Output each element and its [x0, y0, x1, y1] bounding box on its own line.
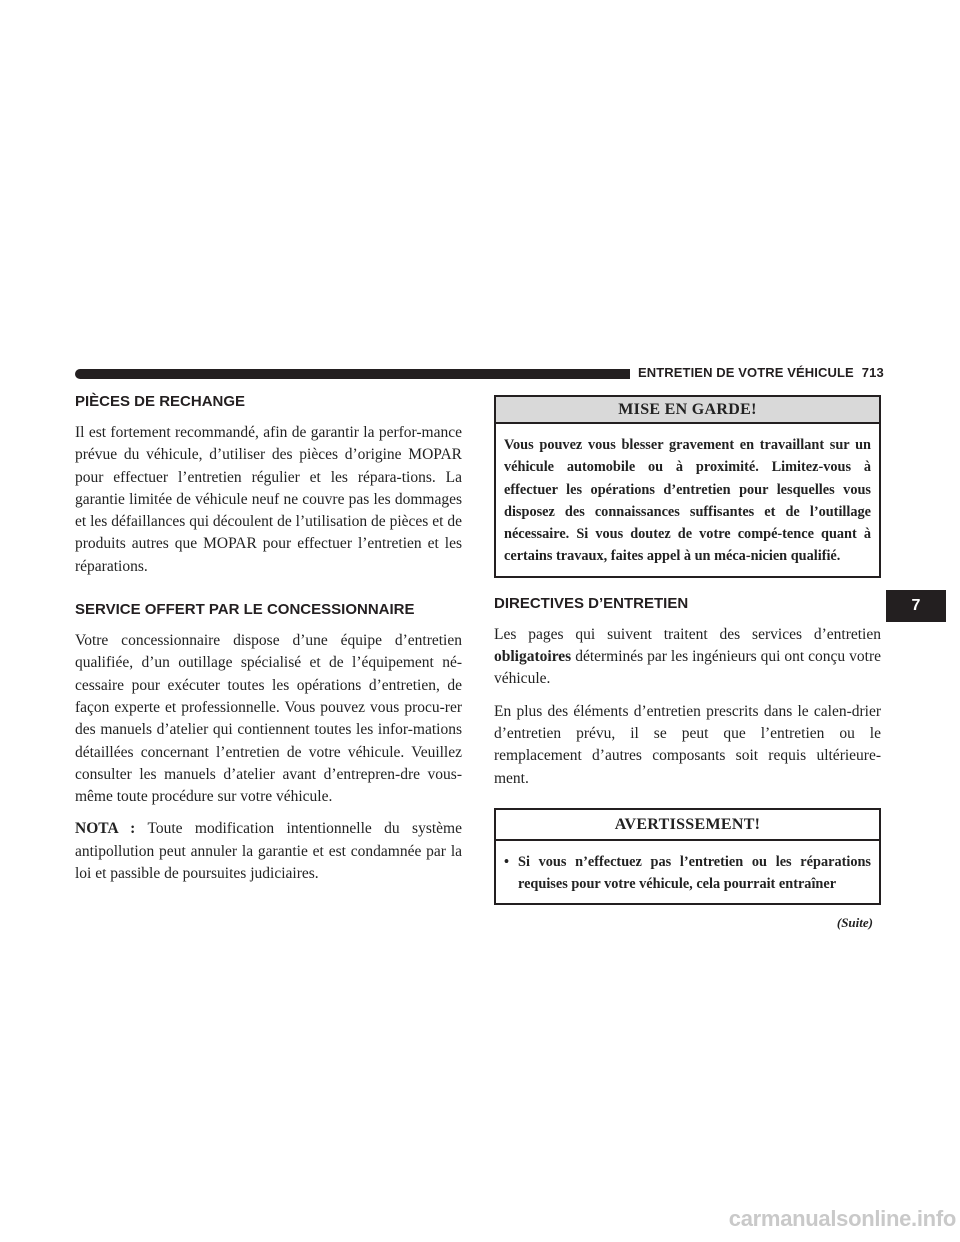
paragraph-pieces-de-rechange: Il est fortement recommandé, afin de garantir la perfor-mance prévue du véhicule, d’utiliser des pièces d’origine MOPAR pour effectuer l’entretien régulier et les répara-tions. La garantie limitée de véhicule neuf ne couvre pas les dommages et les défaillances qui découlent de l’utilisation de pièces et de produits autres que MOPAR pour effectuer l’entretien et les réparations. [75, 424, 462, 575]
chapter-tab: 7 [886, 590, 946, 622]
paragraph-directives-1-start: Les pages qui suivent traitent des services d’entretien [494, 625, 881, 643]
warning-bullet-text: Si vous n’effectuez pas l’entretien ou les réparations requises pour votre véhicule, cela pourrait entraîner [518, 853, 871, 893]
warning-title: AVERTISSEMENT! [496, 810, 879, 841]
heading-service-concessionnaire: SERVICE OFFERT PAR LE CONCESSIONNAIRE [75, 601, 415, 619]
note-label: NOTA : [75, 820, 136, 838]
caution-title: MISE EN GARDE! [496, 397, 879, 424]
page-number: 713 [861, 365, 884, 380]
watermark: carmanualsonline.info [728, 1206, 956, 1231]
caution-text: Vous pouvez vous blesser gravement en travaillant sur un véhicule automobile ou à proximité. Limitez-vous à effectuer les opérations d’entretien pour lesquelles vous disposez des connaissances suffisantes et de l’outillage nécessaire. Si vous doutez de votre compé-tence quant à certains travaux, faites appel à un méca-nicien qualifié. [504, 437, 871, 565]
header-section-title: ENTRETIEN DE VOTRE VÉHICULE [638, 365, 854, 380]
paragraph-directives-1-end: déterminés par les ingénieurs qui ont conçu votre véhicule. [494, 648, 882, 688]
continued-label: (Suite) [836, 915, 873, 931]
paragraph-directives-2: En plus des éléments d’entretien prescrits dans le calen-drier d’entretien prévu, il se peut que l’entretien ou le remplacement d’autres composants soit requis ultérieure-ment. [494, 702, 881, 787]
right-column [494, 395, 881, 931]
paragraph-service-concessionnaire: Votre concessionnaire dispose d’une équipe d’entretien qualifiée, d’un outillage spécialisé et de l’équipement né-cessaire pour exécuter toutes les opérations d’entretien, de façon experte et professionnelle. Vous pouvez vous procu-rer des manuels d’atelier qui contiennent toutes les infor-mations détaillées concernant l’entretien de votre véhicule. Veuillez consulter les manuels d’atelier avant d’entrepren-dre vous-même toute procédure sur votre véhicule. [75, 632, 462, 806]
bullet-icon: • [504, 853, 510, 870]
running-header [638, 365, 884, 380]
warning-bullet-item [496, 841, 879, 904]
paragraph-directives-1 [494, 624, 881, 691]
heading-directives-entretien: DIRECTIVES D’ENTRETIEN [494, 594, 689, 612]
warning-box [494, 808, 881, 906]
paragraph-directives-1-bold: obligatoires [494, 648, 572, 666]
note-text: Toute modification intentionnelle du système antipollution peut annuler la garantie et est condamnée par la loi et passible de poursuites judiciaires. [75, 820, 462, 883]
caution-box [494, 395, 881, 578]
header-rule [75, 369, 630, 379]
note-paragraph [75, 818, 462, 885]
left-column [75, 392, 462, 895]
heading-pieces-de-rechange: PIÈCES DE RECHANGE [75, 393, 246, 410]
